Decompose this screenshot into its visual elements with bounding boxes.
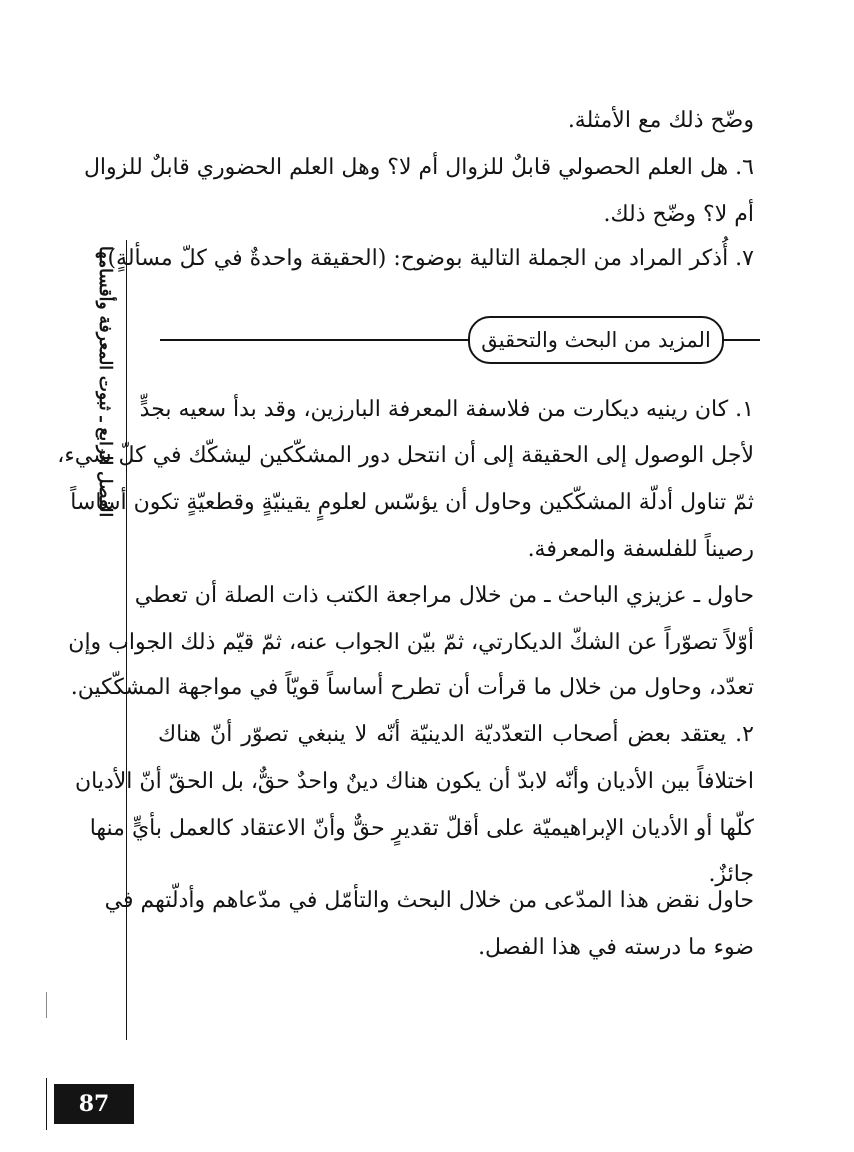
paragraph-1-line-1: ١. كان رينيه ديكارت من فلاسفة المعرفة البارزين، وقد بدأ سعيه بجدٍّ xyxy=(139,397,754,422)
question-6-line-1: ٦. هل العلم الحصولي قابلٌ للزوال أم لا؟ وهل العلم الحضوري قابلٌ للزوال xyxy=(83,155,754,180)
margin-rule xyxy=(126,240,127,1040)
running-head: الفصل الرابع ـ ثبوت المعرفة وأقسامها xyxy=(95,246,115,518)
section-title: المزيد من البحث والتحقيق xyxy=(468,316,724,364)
paragraph-2-line-2: أوّلاً تصوّراً عن الشكّ الديكارتي، ثمّ بيّن الجواب عنه، ثمّ قيّم ذلك الجواب وإن xyxy=(68,630,754,655)
question-7: ٧. أُذكر المراد من الجملة التالية بوضوح: (الحقيقة واحدةٌ في كلّ مسألةٍ). xyxy=(100,246,754,271)
paragraph-4-line-2: ضوء ما درسته في هذا الفصل. xyxy=(478,935,754,960)
paragraph-1-line-4: رصيناً للفلسفة والمعرفة. xyxy=(527,537,754,562)
question-5-tail: وضّح ذلك مع الأمثلة. xyxy=(567,108,754,133)
paragraph-3-line-1: ٢. يعتقد بعض أصحاب التعدّديّة الدينيّة أنّه لا ينبغي تصوّر أنّ هناك xyxy=(158,722,754,747)
paragraph-2-line-1: حاول ـ عزيزي الباحث ـ من خلال مراجعة الكتب ذات الصلة أن تعطي xyxy=(134,583,754,608)
margin-tick xyxy=(46,992,47,1018)
paragraph-1-line-2: لأجل الوصول إلى الحقيقة إلى أن انتحل دور المشكّكين ليشكّك في كلّ شيء، xyxy=(57,443,754,468)
paragraph-3-line-2: اختلافاً بين الأديان وأنّه لابدّ أن يكون هناك دينٌ واحدٌ حقٌّ، بل الحقّ أنّ الأديان xyxy=(74,769,754,794)
paragraph-3-line-4: جائزٌ. xyxy=(708,862,754,887)
paragraph-2-line-3: تعدّد، وحاول من خلال ما قرأت أن تطرح أساساً قويّاً في مواجهة المشكّكين. xyxy=(70,675,754,700)
paragraph-3-line-3: كلّها أو الأديان الإبراهيميّة على أقلّ تقديرٍ حقٌّ وأنّ الاعتقاد كالعمل بأيٍّ منها xyxy=(89,816,754,841)
question-6-line-2: أم لا؟ وضّح ذلك. xyxy=(603,202,754,227)
page-edge-bar xyxy=(46,1078,47,1130)
paragraph-1-line-3: ثمّ تناول أدلّة المشكّكين وحاول أن يؤسّس لعلومٍ يقينيّةٍ وقطعيّةٍ تكون أساساً xyxy=(70,490,754,515)
page-number: 87 xyxy=(54,1084,134,1124)
paragraph-4-line-1: حاول نقض هذا المدّعى من خلال البحث والتأمّل في مدّعاهم وأدلّتهم في xyxy=(104,888,754,913)
